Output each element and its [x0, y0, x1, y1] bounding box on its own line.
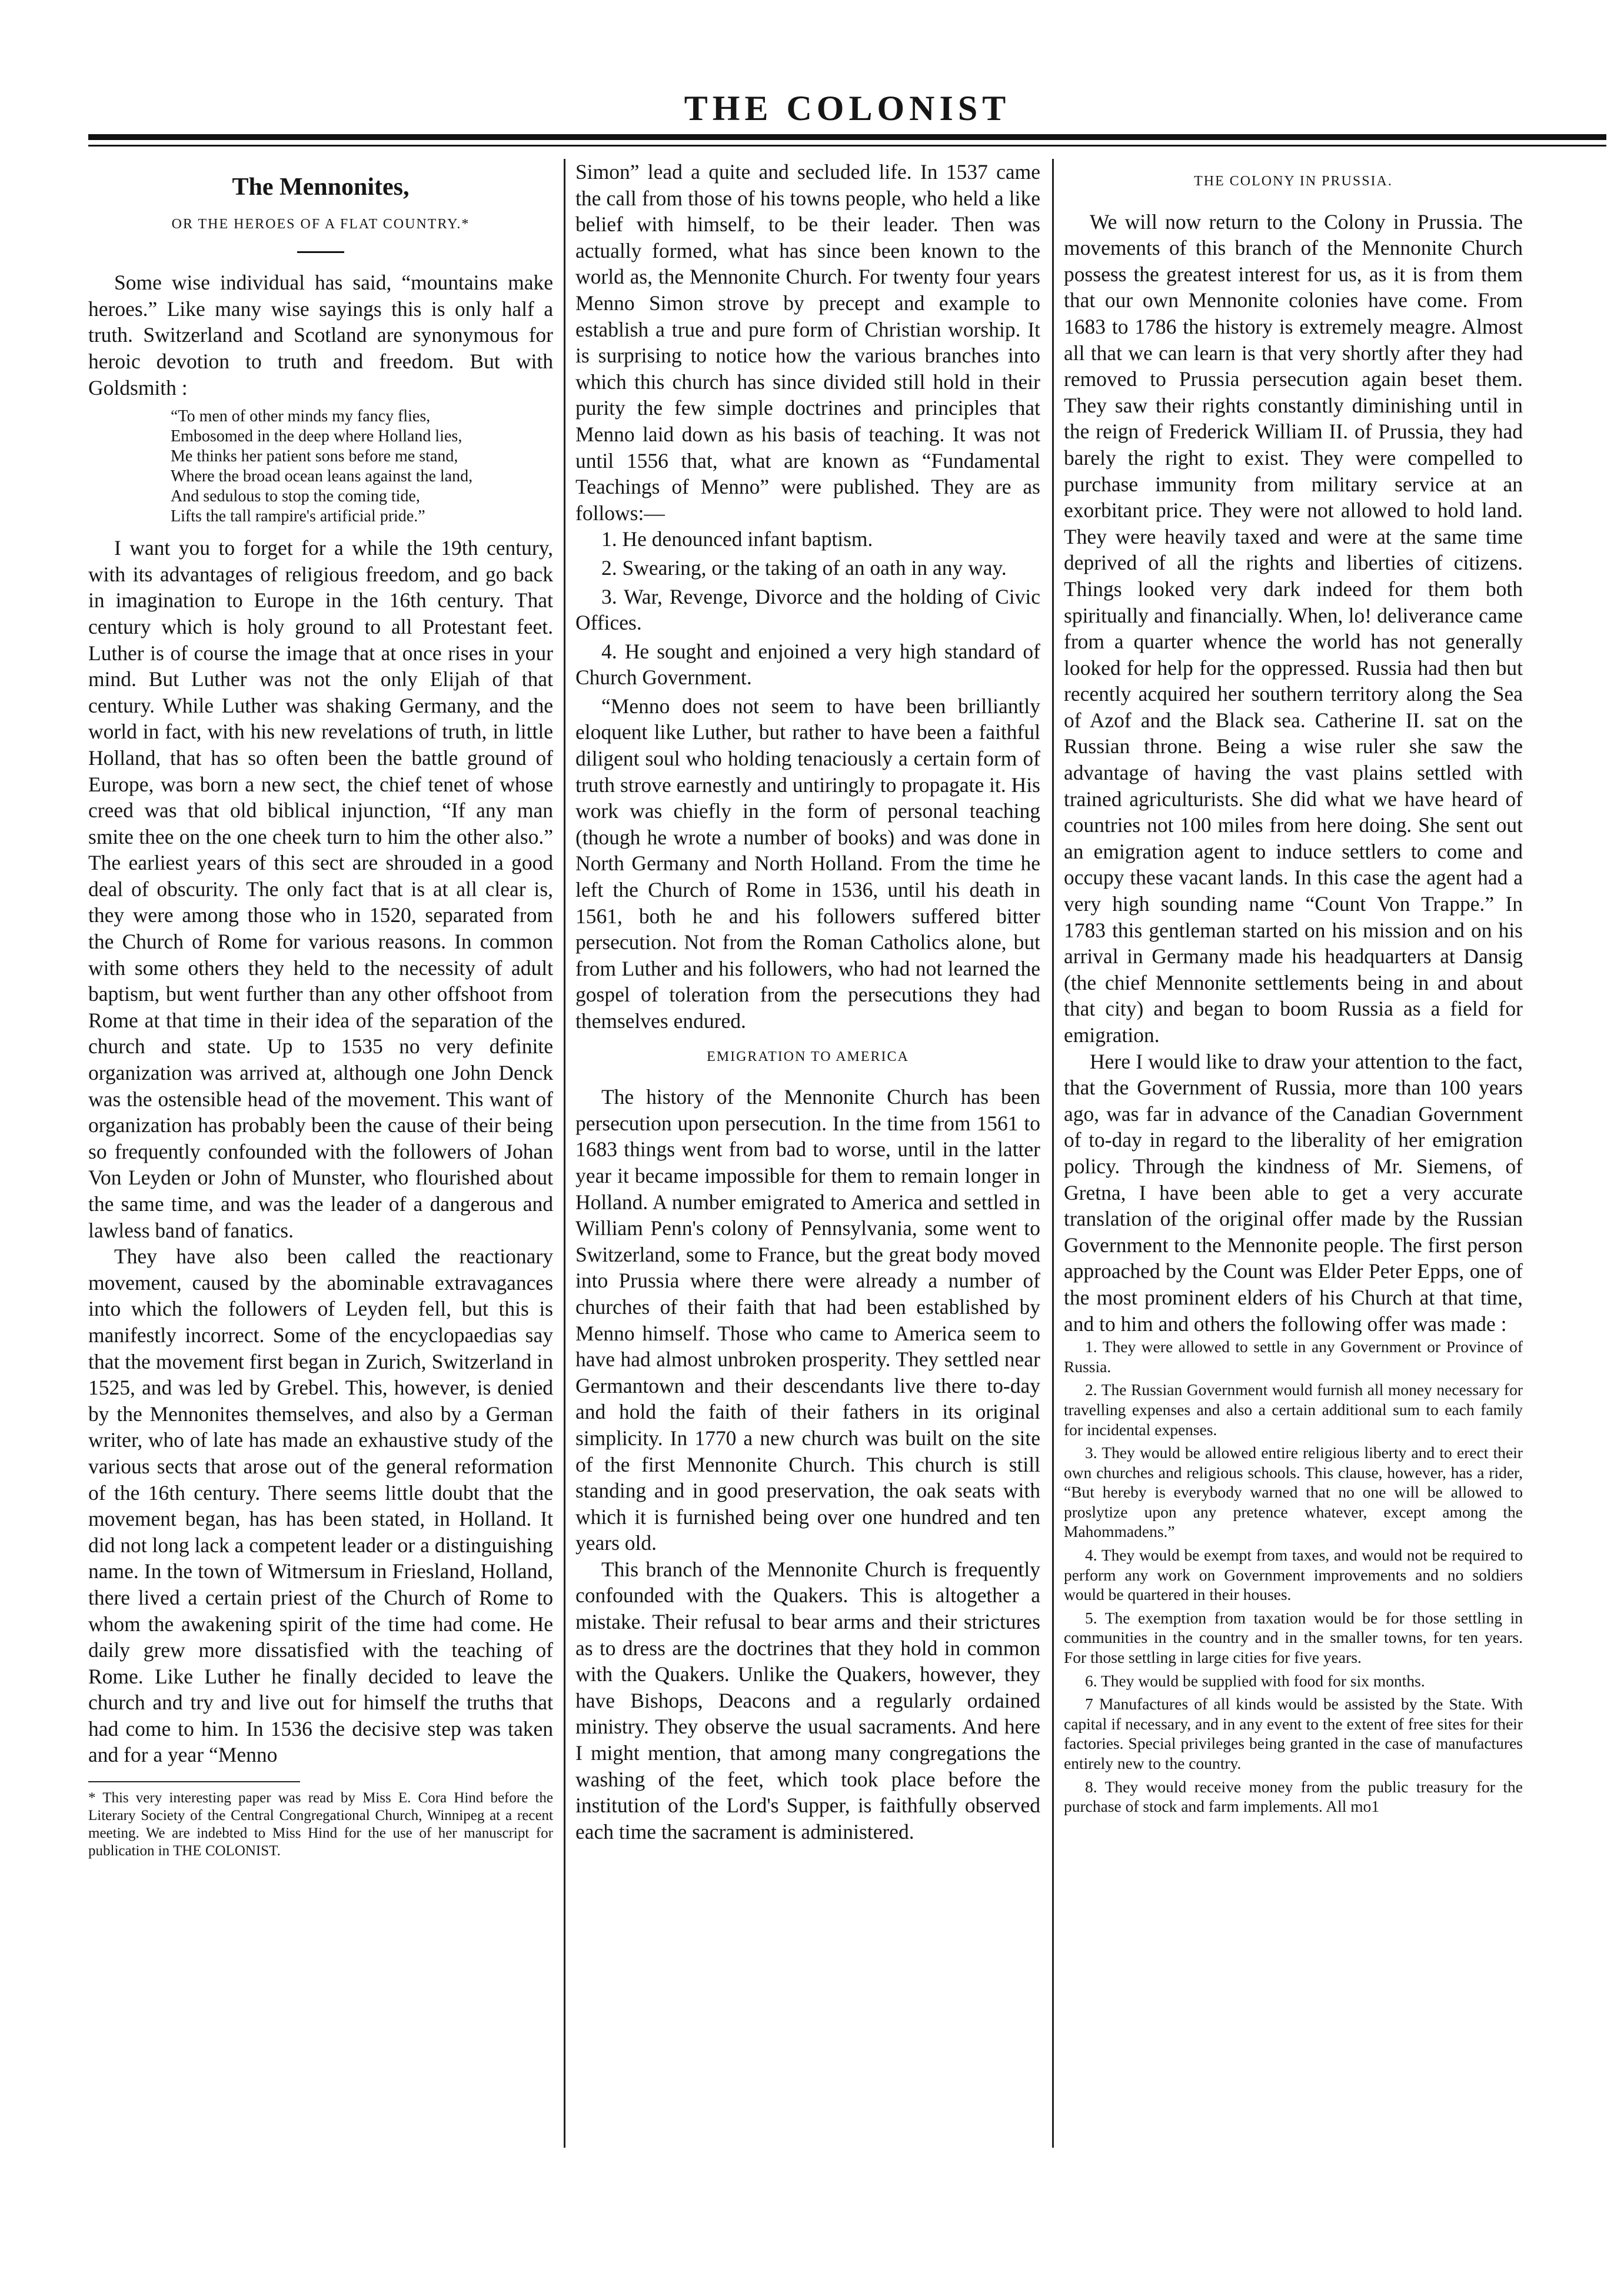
body-paragraph: They have also been called the reactionary movement, caused by the abominable extravagances into which the followers of Leyden fell, but this is manifestly incorrect. Some of the encyclopaedias say that the movement first began in Zurich, Switzerland in 1525, and was led by Grebel. This, however, is denied by the Mennonites themselves, and also by a German writer, who of late has made an exhaustive study of the various sects that arose out of the general reformation of the 16th century. There seems little doubt that the movement began, has has been stated, in Holland. It did not long lack a competent leader or a distinguishing name. In the town of Witmersum in Friesland, Holland, there lived a certain priest of the Church of Rome to whom the awakening spirit of the time had come. He daily grew more dissatisfied with the teaching of Rome. Like Luther he finally decided to leave the church and try and live out for himself the truths that had come to him. In 1536 the decisive step was taken and for a year “Menno — [88, 1245, 553, 1767]
section-heading-emigration: EMIGRATION TO AMERICA — [707, 1049, 909, 1064]
russian-offer-list — [1064, 1337, 1523, 1816]
list-item: 3. War, Revenge, Divorce and the holding of Civic Offices. — [575, 584, 1040, 635]
list-item: 7 Manufactures of all kinds would be assisted by the State. With capital if necessary, and in any event to the extent of free sites for their factories. Special privileges being granted in the case of manufactures entirely new to the country. — [1064, 1695, 1523, 1772]
masthead-rule-thick — [88, 134, 1606, 140]
fundamental-teachings-list — [575, 526, 1040, 691]
verse-line: Embosomed in the deep where Holland lies, — [171, 427, 462, 446]
list-item: 3. They would be allowed entire religious liberty and to erect their own churches and religious schools. This clause, however, has a rider, “But hereby is everybody warned that no one will be allowed to proslytize upon any pretence whatever, except among the Mahommadens.” — [1064, 1443, 1523, 1541]
body-paragraph: Simon” lead a quite and secluded life. In 1537 came the call from those of his towns people, who held a like belief with himself, to be their leader. Then was actually formed, what has since been known to the world as, the Mennonite Church. For twenty four years Menno Simon strove by precept and example to establish a true and pure form of Christian worship. It is surprising to notice how the various branches into which this church has since divided still hold in their purity the few simple doctrines and principles that Menno laid down as his basis of teaching. It was not until 1556 that, what are known as “Fundamental Teachings of Menno” were published. They are as follows:— — [575, 160, 1040, 525]
column-2 — [575, 159, 1040, 1845]
article-subtitle: OR THE HEROES OF A FLAT COUNTRY.* — [171, 216, 470, 232]
article-title: The Mennonites, — [232, 174, 410, 201]
body-paragraph: I want you to forget for a while the 19th century, with its advantages of religious freedom, and go back in imagination to Europe in the 16th century. That century which is holy ground to all Protestant feet. Luther is of course the image that at once rises in your mind. But Luther was not the only Elijah of that century. While Luther was shaking Germany, and the world in fact, with his new revelations of truth, in little Holland, that has so often been the battle ground of Europe, was born a new sect, the chief tenet of whose creed was that old biblical injunction, “If any man smite thee on the one cheek turn to him the other also.” The earliest years of this sect are shrouded in a good deal of obscurity. The only fact that is at all clear is, they were among those who in 1520, separated from the Church of Rome for various reasons. In common with some others they held to the necessity of adult baptism, but went further than any other offshoot from Rome at that time in their idea of the separation of the church and state. Up to 1535 no very definite organization was arrived at, although one John Denck was the ostensible head of the movement. This want of organization has probably been the cause of their being so frequently confounded with the followers of Johan Von Leyden or John of Munster, who flourished about the same time, and was the leader of a dangerous and lawless band of fanatics. — [88, 536, 553, 1242]
footnote-divider — [88, 1781, 300, 1782]
list-item: 5. The exemption from taxation would be for those settling in communities in the country and in the smaller towns, for ten years. For those settling in large cities for five years. — [1064, 1608, 1523, 1667]
list-item: 6. They would be supplied with food for six months. — [1085, 1671, 1425, 1690]
list-item: 4. They would be exempt from taxes, and would not be required to perform any work on Government improvements and no soldiers would be quartered in their houses. — [1064, 1546, 1523, 1604]
list-item: 4. He sought and enjoined a very high standard of Church Government. — [575, 639, 1040, 690]
intro-paragraph: Some wise individual has said, “mountains make heroes.” Like many wise sayings this is only half a truth. Switzerland and Scotland are synonymous for heroic devotion to truth and freedom. But with Goldsmith : — [88, 271, 553, 400]
verse-line: Lifts the tall rampire's artificial pride.” — [171, 507, 425, 526]
body-paragraph: Here I would like to draw your attention to the fact, that the Government of Russia, more than 100 years ago, was far in advance of the Canadian Government of to-day in regard to the liberality of her emigration policy. Through the kindness of Mr. Siemens, of Gretna, I have been able to get a very accurate translation of the original offer made by the Russian Government to the Mennonite people. The first person approached by the Count was Elder Peter Epps, one of the most prominent elders of his Church at that time, and to him and others the following offer was made : — [1064, 1049, 1523, 1336]
list-item: 2. Swearing, or the taking of an oath in any way. — [601, 555, 1007, 580]
column-1 — [88, 159, 553, 1860]
section-heading-prussia: THE COLONY IN PRUSSIA. — [1194, 174, 1393, 189]
body-paragraph: This branch of the Mennonite Church is frequently confounded with the Quakers. This is altogether a mistake. Their refusal to bear arms and their strictures as to dress are the doctrines that they hold in common with the Quakers. Unlike the Quakers, however, they have Bishops, Deacons and a regularly ordained ministry. They observe the usual sacraments. And here I might mention, that among many congregations the washing of the feet, which took place before the institution of the Lord's Supper, is faithfully observed each time the sacrament is administered. — [575, 1557, 1040, 1844]
column-3 — [1064, 159, 1523, 1820]
column-divider-2 — [1052, 159, 1054, 2148]
list-item: 1. They were allowed to settle in any Government or Province of Russia. — [1064, 1337, 1523, 1376]
verse-line: And sedulous to stop the coming tide, — [171, 487, 420, 506]
body-paragraph: We will now return to the Colony in Prussia. The movements of this branch of the Mennonite Church possess the greatest interest for us, as it is from them that our own Mennonite colonies have come. From 1683 to 1786 the history is extremely meagre. Almost all that we can learn is that very shortly after they had removed to Prussia persecution again beset them. They saw their rights constantly diminishing until in the reign of Frederick William II. of Prussia, they had barely the right to exist. They were compelled to purchase immunity from military service at an exorbitant price. They were not allowed to hold land. They were heavily taxed and were at the same time deprived of all the rights and liberties of citizens. Things looked very dark indeed for them both spiritually and financially. When, lo! deliverance came from a quarter whence the world has not generally looked for help for the oppressed. Russia had then but recently acquired her southern territory along the Sea of Azof and the Black sea. Catherine II. sat on the Russian throne. Being a wise ruler she saw the advantage of having the vast plains settled with trained agriculturists. She did what we have heard of countries not 100 miles from here doing. She sent out an emigration agent to induce settlers to come and occupy these vacant lands. In this case the agent had a very high sounding name “Count Von Trappe.” In 1783 this gentleman started on his mission and on his arrival in Germany made his headquarters at Dansig (the chief Mennonite settlements being in and about that city) and began to boom Russia as a field for emigration. — [1064, 209, 1523, 1047]
masthead-title: THE COLONIST — [684, 89, 1011, 128]
goldsmith-verse — [88, 407, 553, 527]
body-paragraph: The history of the Mennonite Church has been persecution upon persecution. In the time from 1561 to 1683 things went from bad to worse, until in the latter year it became impossible for them to remain longer in Holland. A number emigrated to America and settled in William Penn's colony of Pennsylvania, some went to Switzerland, some to France, but the great body moved into Prussia where there were already a number of churches of their faith that had been established by Menno himself. Those who came to America seem to have had almost unbroken prosperity. They settled near Germantown and their descendants live there to-day and hold the faith of their fathers in its original simplicity. In 1770 a new church was built on the site of the first Mennonite Church. This church is still standing and in good preservation, the oak seats with which it is furnished being over one hundred and ten years old. — [575, 1085, 1040, 1555]
column-divider-1 — [564, 159, 565, 2148]
body-paragraph: “Menno does not seem to have been brilliantly eloquent like Luther, but rather to have been a faithful diligent soul who holding tenaciously a certain form of truth strove earnestly and untiringly to propagate it. His work was chiefly in the form of personal teaching (though he wrote a number of books) and was done in North Germany and North Holland. From the time he left the Church of Rome in 1536, until his death in 1561, both he and his followers suffered bitter persecution. Not from the Roman Catholics alone, but from Luther and his followers, who had not learned the gospel of toleration from the persecutions they had themselves endured. — [575, 694, 1040, 1033]
list-item: 8. They would receive money from the public treasury for the purchase of stock and farm implements. All mo1 — [1064, 1777, 1523, 1816]
verse-line: “To men of other minds my fancy flies, — [171, 407, 431, 426]
footnote: * This very interesting paper was read by Miss E. Cora Hind before the Literary Society of the Central Congregational Church, Winnipeg at a recent meeting. We are indebted to Miss Hind for the use of her manuscript for publication in THE COLONIST. — [88, 1790, 553, 1859]
verse-line: Me thinks her patient sons before me stand, — [171, 447, 458, 466]
list-item: 1. He denounced infant baptism. — [601, 527, 873, 551]
list-item: 2. The Russian Government would furnish all money necessary for travelling expenses and also a certain additional sum to each family for incidental expenses. — [1064, 1380, 1523, 1439]
verse-line: Where the broad ocean leans against the land, — [171, 467, 473, 486]
masthead-rule-thin — [88, 145, 1606, 147]
title-dash — [297, 251, 344, 253]
